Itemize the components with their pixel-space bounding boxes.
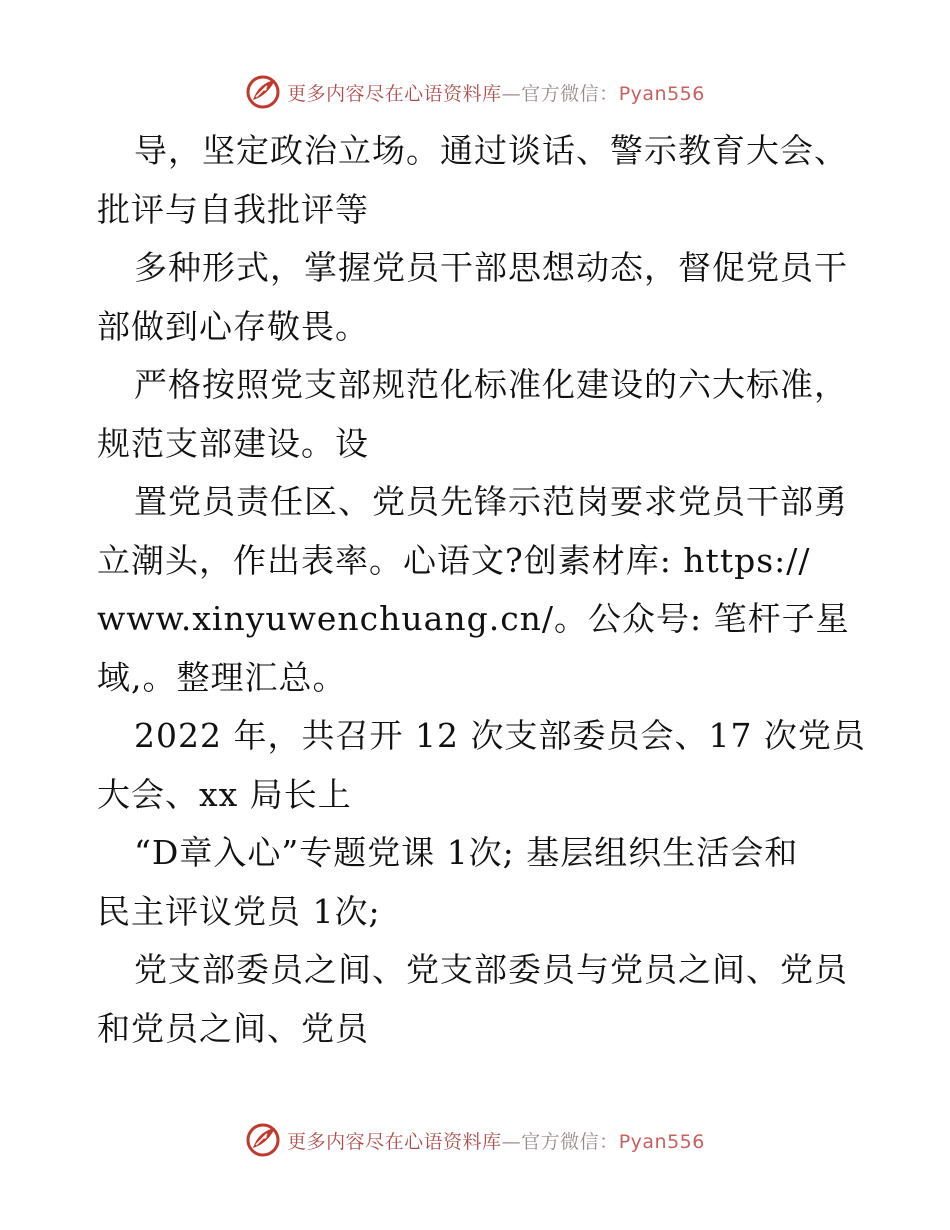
body-line: 多种形式，掌握党员干部思想动态，督促党员干	[134, 248, 848, 287]
footer-banner-main: 更多内容尽在心语资料库	[287, 1130, 502, 1153]
header-banner-wechat-id: Pyan556	[618, 82, 705, 105]
body-line: www.xinyuwenchuang.cn/。公众号: 笔杆子星	[97, 599, 850, 638]
body-line: 大会、xx 局长上	[97, 774, 352, 814]
body-line: 规范支部建设。设	[97, 423, 369, 463]
header-banner-separator: —	[501, 82, 522, 105]
body-line: “D章入心”专题党课 1次; 基层组织生活会和	[134, 833, 799, 872]
header-banner-text	[287, 79, 705, 106]
header-banner-main: 更多内容尽在心语资料库	[287, 82, 502, 105]
footer-banner-label: 官方微信：	[521, 1130, 619, 1153]
body-line: 2022 年，共召开 12 次支部委员会、17 次党员	[134, 716, 866, 755]
body-line: 和党员之间、党员	[97, 1008, 369, 1048]
body-line: 部做到心存敬畏。	[97, 306, 369, 346]
pen-nib-logo-icon	[245, 1122, 281, 1158]
body-line: 民主评议党员 1次;	[97, 891, 381, 931]
body-line: 域,。整理汇总。	[97, 657, 347, 697]
body-line: 党支部委员之间、党支部委员与党员之间、党员	[134, 950, 848, 989]
document-body	[97, 122, 866, 1058]
pen-nib-logo-icon	[245, 74, 281, 110]
body-line: 批评与自我批评等	[97, 189, 369, 229]
footer-banner	[0, 1118, 950, 1162]
body-line: 立潮头，作出表率。心语文?创素材库: https://	[97, 540, 811, 580]
header-banner-label: 官方微信：	[521, 82, 619, 105]
body-line: 导，坚定政治立场。通过谈话、警示教育大会、	[134, 131, 848, 170]
header-banner-inner	[245, 74, 705, 110]
footer-banner-wechat-id: Pyan556	[618, 1130, 705, 1153]
body-line: 严格按照党支部规范化标准化建设的六大标准，	[134, 365, 848, 404]
footer-banner-text	[287, 1127, 705, 1154]
header-banner	[0, 70, 950, 114]
footer-banner-inner	[245, 1122, 705, 1158]
body-line: 置党员责任区、党员先锋示范岗要求党员干部勇	[134, 482, 848, 521]
footer-banner-separator: —	[501, 1130, 522, 1153]
